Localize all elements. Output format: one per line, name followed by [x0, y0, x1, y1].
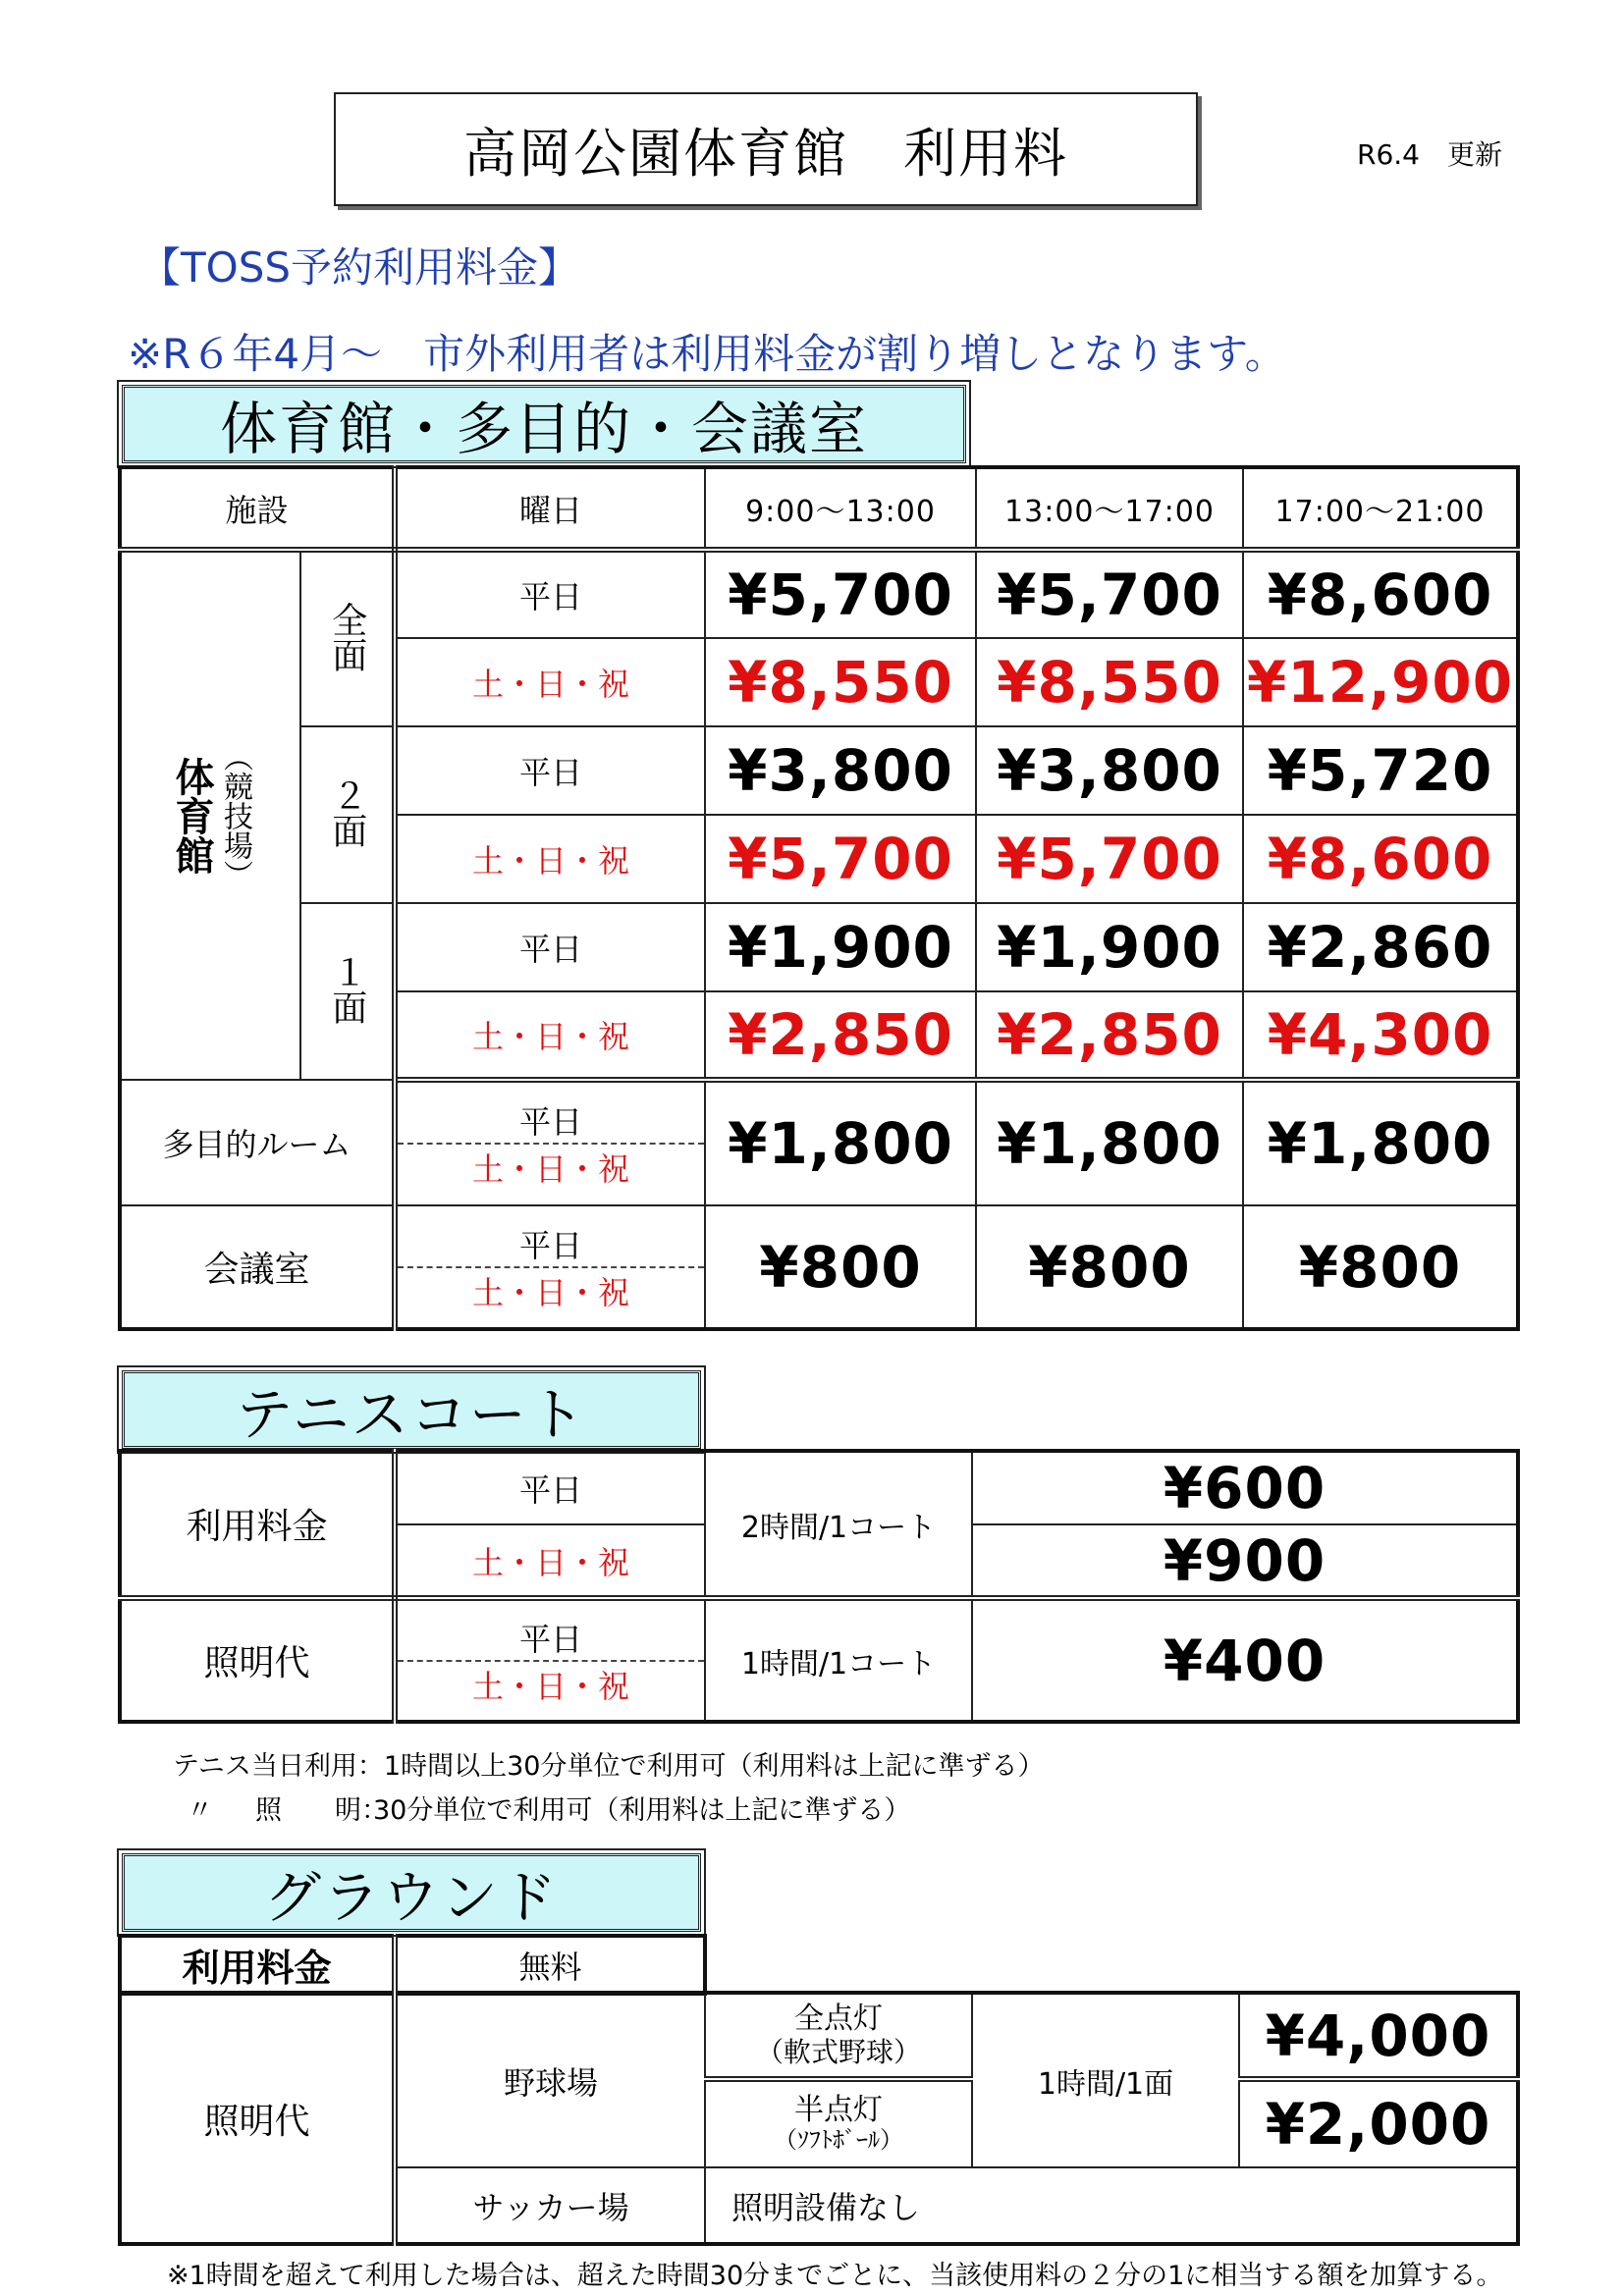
price-cell: ¥8,550: [705, 638, 976, 726]
court-full-label: 全面: [326, 602, 367, 672]
ground-section-title: グラウンド: [122, 1853, 701, 1932]
page-title: 高岡公園体育館 利用料: [334, 92, 1198, 206]
price-cell: ¥12,900: [1243, 638, 1518, 726]
half-light-label: 半点灯: [794, 2092, 883, 2127]
tennis-note-lighting: [187, 1789, 1168, 1826]
lighting-text: 30分単位で利用可（利用料は上記に準ずる）: [373, 1795, 911, 1826]
price-cell: ¥5,700: [705, 815, 976, 903]
gym-section-title: 体育館・多目的・会議室: [122, 385, 966, 463]
price-cell: ¥1,800: [1243, 1080, 1518, 1205]
lighting-label: 照 明：: [255, 1795, 388, 1826]
day-weekend: 土・日・祝: [395, 1524, 705, 1598]
gym-sublabel: （競技場）: [218, 742, 252, 889]
gym-label: 体育館: [169, 757, 214, 875]
day-weekday: 平日: [395, 726, 705, 815]
header-slot-1: 9:00～13:00: [705, 467, 976, 550]
day-weekend: 土・日・祝: [472, 1273, 630, 1311]
price-cell: ¥2,850: [976, 991, 1243, 1080]
header-day: 曜日: [395, 467, 705, 550]
half-light-sublabel: （ｿﾌﾄﾎﾞｰﾙ）: [774, 2126, 903, 2155]
gym-label-cell: [120, 550, 300, 1080]
price-cell: ¥1,800: [976, 1080, 1243, 1205]
court-one-label: １面: [326, 954, 367, 1025]
ground-light-label: 照明代: [120, 1993, 395, 2244]
price-cell: ¥1,900: [976, 903, 1243, 991]
price-cell: ¥3,800: [705, 726, 976, 815]
court-full-cell: [300, 550, 395, 726]
tennis-light-unit: 1時間/1コート: [705, 1598, 972, 1722]
tennis-section-title: テニスコート: [122, 1370, 701, 1449]
header-facility: 施設: [120, 467, 395, 550]
day-weekend: 土・日・祝: [472, 1150, 630, 1188]
ground-lighting-table: [118, 1991, 1520, 2246]
tennis-light-label: 照明代: [120, 1598, 395, 1722]
tennis-fee-unit: 2時間/1コート: [705, 1451, 972, 1598]
tennis-weekday-price: ¥600: [972, 1451, 1518, 1524]
price-cell: ¥5,720: [1243, 726, 1518, 815]
price-cell: ¥8,550: [976, 638, 1243, 726]
day-weekend: 土・日・祝: [471, 1667, 629, 1705]
tennis-note-same-day: テニス当日利用：1時間以上30分単位で利用可（利用料は上記に準ずる）: [173, 1751, 1045, 1782]
toss-heading: 【TOSS予約利用料金】: [139, 243, 580, 292]
day-weekend: 土・日・祝: [395, 991, 705, 1080]
surcharge-note: ※R６年4月～ 市外利用者は利用料金が割り増しとなります。: [128, 330, 1286, 378]
court-two-label: ２面: [326, 777, 367, 848]
price-cell: ¥2,850: [705, 991, 976, 1080]
meeting-days: [395, 1205, 705, 1329]
header-slot-2: 13:00～17:00: [976, 467, 1243, 550]
ditto-mark: 〃: [187, 1795, 213, 1826]
day-weekday: 平日: [398, 1221, 704, 1268]
price-cell: ¥8,600: [1243, 815, 1518, 903]
day-weekday: 平日: [395, 1451, 705, 1524]
half-light-cell: [705, 2079, 972, 2167]
tennis-light-price: ¥400: [972, 1598, 1518, 1722]
multipurpose-days: [395, 1080, 705, 1205]
soccer-field-label: サッカー場: [395, 2167, 705, 2244]
full-light-price: ¥4,000: [1239, 1993, 1518, 2079]
price-cell: ¥800: [1243, 1205, 1518, 1329]
multipurpose-label: 多目的ルーム: [120, 1080, 395, 1205]
ground-fee-label: 利用料金: [120, 1936, 395, 1994]
updated-date: R6.4 更新: [1357, 138, 1502, 171]
day-weekday: 平日: [395, 903, 705, 991]
day-weekday: 平日: [398, 1097, 704, 1145]
tennis-weekend-price: ¥900: [972, 1524, 1518, 1598]
ground-fee-table: [118, 1934, 707, 1996]
price-cell: ¥2,860: [1243, 903, 1518, 991]
tennis-fee-label: 利用料金: [120, 1451, 395, 1598]
day-weekend: 土・日・祝: [395, 815, 705, 903]
day-weekday: 平日: [398, 1615, 704, 1662]
court-one-cell: [300, 903, 395, 1080]
day-weekend: 土・日・祝: [395, 638, 705, 726]
full-light-label: 全点灯: [794, 2002, 883, 2037]
gym-fee-table: [118, 465, 1520, 1331]
ground-fee-value: 無料: [395, 1936, 705, 1994]
price-cell: ¥800: [705, 1205, 976, 1329]
soccer-no-lighting: 照明設備なし: [705, 2167, 1518, 2244]
full-light-sublabel: （軟式野球）: [755, 2035, 921, 2068]
price-cell: ¥1,800: [705, 1080, 976, 1205]
price-cell: ¥5,700: [976, 815, 1243, 903]
tennis-fee-table: [118, 1449, 1520, 1724]
tennis-light-days: [395, 1598, 705, 1722]
price-cell: ¥5,700: [705, 550, 976, 638]
baseball-field-label: 野球場: [395, 1993, 705, 2167]
half-light-price: ¥2,000: [1239, 2079, 1518, 2167]
price-cell: ¥5,700: [976, 550, 1243, 638]
court-two-cell: [300, 726, 395, 903]
price-cell: ¥3,800: [976, 726, 1243, 815]
ground-light-unit: 1時間/1面: [972, 1993, 1239, 2167]
header-slot-3: 17:00～21:00: [1243, 467, 1518, 550]
price-cell: ¥1,900: [705, 903, 976, 991]
overtime-note: ※1時間を超えて利用した場合は、超えた時間30分までごとに、当該使用料の２分の1に相当する額を加算する。: [167, 2261, 1503, 2291]
price-cell: ¥8,600: [1243, 550, 1518, 638]
meeting-room-label: 会議室: [120, 1205, 395, 1329]
day-weekday: 平日: [395, 550, 705, 638]
full-light-cell: [705, 1993, 972, 2079]
price-cell: ¥800: [976, 1205, 1243, 1329]
price-cell: ¥4,300: [1243, 991, 1518, 1080]
